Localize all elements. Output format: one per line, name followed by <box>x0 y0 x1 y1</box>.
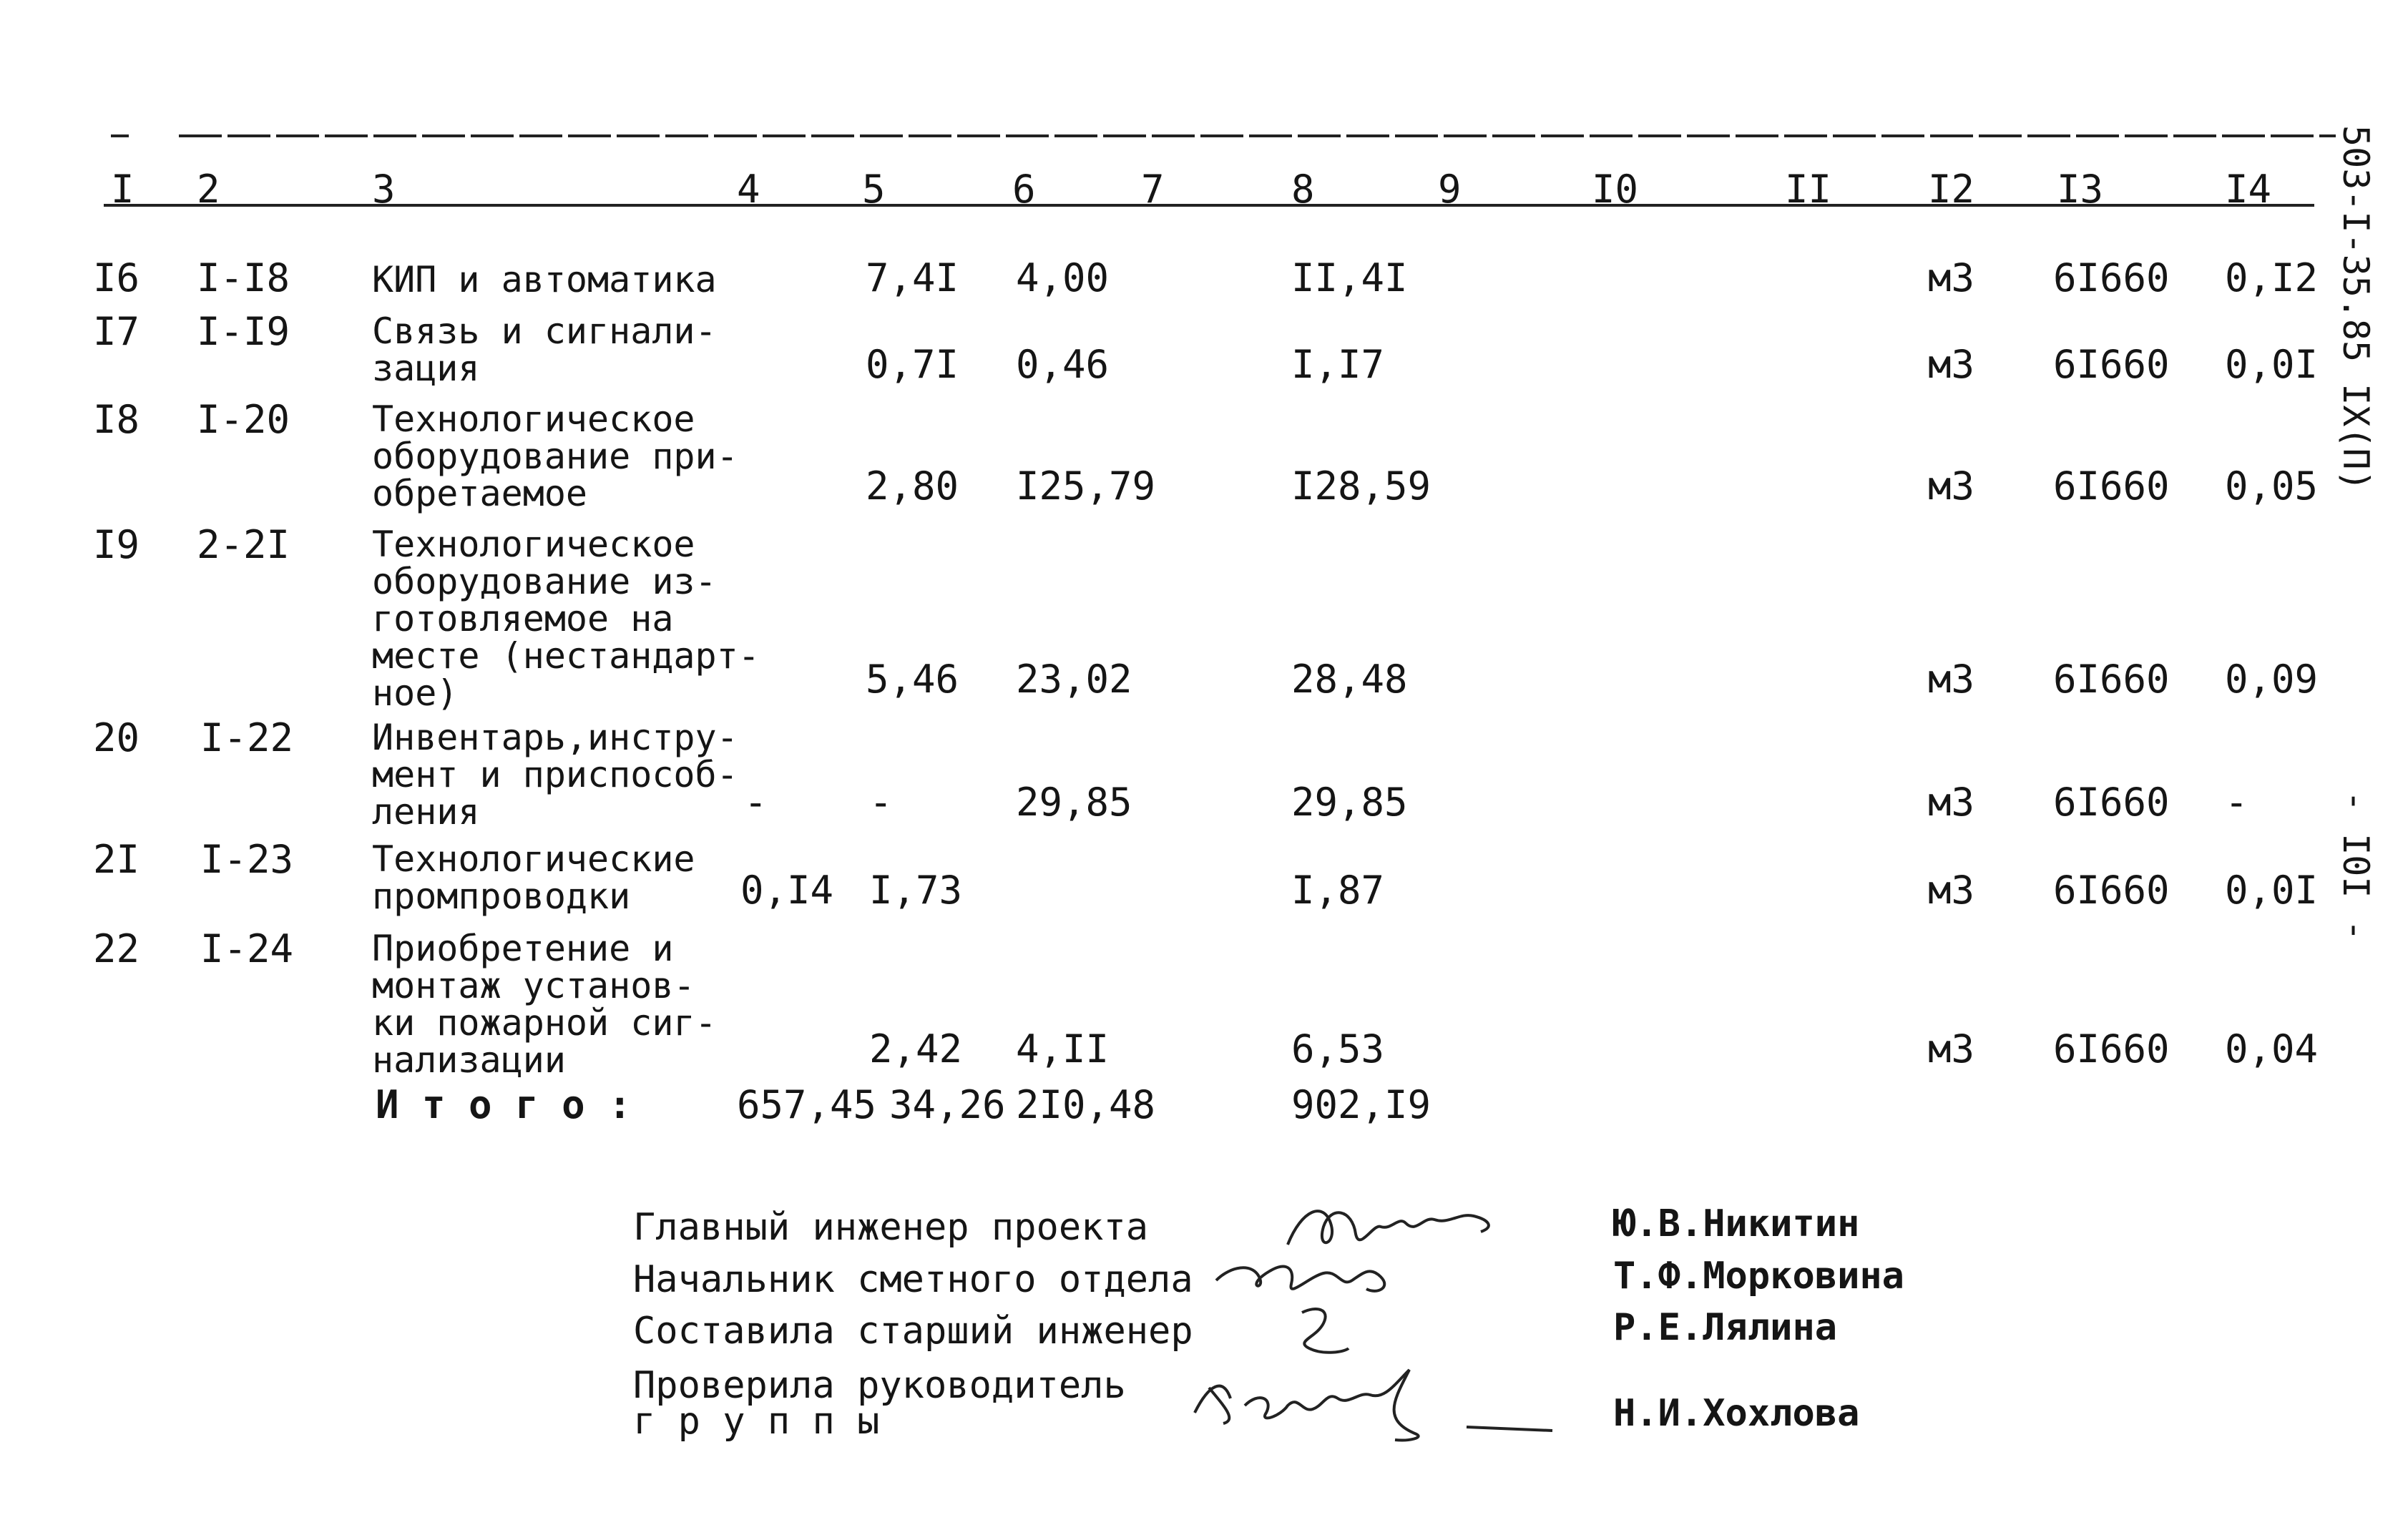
row-name: Инвентарь,инстру- мент и приспособ- ления <box>372 717 738 833</box>
page-number: - I0I - <box>2335 790 2377 941</box>
row-col6: I25,79 <box>1016 464 1156 509</box>
total-col4: 657,45 <box>737 1082 877 1127</box>
col-header-9: 9 <box>1438 167 1462 212</box>
col-header-2: 2 <box>197 167 220 212</box>
row-col5: 7,4I <box>866 255 959 300</box>
col-header-4: 4 <box>737 167 760 212</box>
row-code: I-I8 <box>197 255 290 300</box>
row-code: I-I9 <box>197 309 290 354</box>
row-col6: 4,II <box>1016 1026 1110 1072</box>
row-col13: 6I660 <box>2053 255 2170 300</box>
row-col8: 28,48 <box>1291 657 1408 702</box>
col-header-5: 5 <box>862 167 886 212</box>
row-number: I6 <box>93 255 140 300</box>
row-unit: м3 <box>1928 342 1975 387</box>
signature-role: Начальник сметного отдела <box>633 1258 1193 1301</box>
col-header-12: I2 <box>1928 167 1975 212</box>
row-number: 20 <box>93 715 140 760</box>
col-header-3: 3 <box>372 167 396 212</box>
signature-name: Н.И.Хохлова <box>1613 1392 1860 1435</box>
row-col14: - <box>2225 780 2248 825</box>
row-col5: 0,7I <box>866 342 959 387</box>
col-header-6: 6 <box>1012 167 1036 212</box>
signature-name: Р.Е.Лялина <box>1613 1306 1838 1349</box>
row-col14: 0,I2 <box>2225 255 2319 300</box>
total-label: И т о г о : <box>376 1082 632 1127</box>
row-col6: 0,46 <box>1016 342 1110 387</box>
row-code: I-23 <box>200 837 294 882</box>
row-col5: 5,46 <box>866 657 959 702</box>
col-header-10: I0 <box>1592 167 1639 212</box>
signature-role: Проверила руководитель г р у п п ы <box>633 1364 1126 1443</box>
row-col5: I,73 <box>869 868 963 913</box>
row-col8: I,I7 <box>1291 342 1385 387</box>
row-code: I-24 <box>200 926 294 971</box>
col-header-13: I3 <box>2057 167 2104 212</box>
handwritten-signature <box>1209 1245 1409 1302</box>
row-col13: 6I660 <box>2053 780 2170 825</box>
row-unit: м3 <box>1928 657 1975 702</box>
row-col13: 6I660 <box>2053 1026 2170 1072</box>
row-code: 2-2I <box>197 522 290 567</box>
row-col14: 0,04 <box>2225 1026 2319 1072</box>
row-col8: 29,85 <box>1291 780 1408 825</box>
col-header-11: II <box>1785 167 1832 212</box>
row-col5: 2,42 <box>869 1026 963 1072</box>
row-unit: м3 <box>1928 464 1975 509</box>
row-unit: м3 <box>1928 255 1975 300</box>
row-number: I8 <box>93 397 140 442</box>
total-col6: 2I0,48 <box>1016 1082 1156 1127</box>
row-col13: 6I660 <box>2053 464 2170 509</box>
row-col14: 0,0I <box>2225 868 2319 913</box>
row-col14: 0,05 <box>2225 464 2319 509</box>
row-col8: II,4I <box>1291 255 1408 300</box>
top-rule <box>0 0 2408 215</box>
total-col8: 902,I9 <box>1291 1082 1431 1127</box>
row-number: I9 <box>93 522 140 567</box>
signature-role: Главный инженер проекта <box>633 1206 1149 1249</box>
row-col13: 6I660 <box>2053 342 2170 387</box>
row-name: Связь и сигнали- зация <box>372 310 717 389</box>
col-header-8: 8 <box>1291 167 1315 212</box>
handwritten-signature <box>1180 1355 1581 1448</box>
row-code: I-20 <box>197 397 290 442</box>
row-unit: м3 <box>1928 1026 1975 1072</box>
row-col8: I,87 <box>1291 868 1385 913</box>
col-header-14: I4 <box>2225 167 2272 212</box>
row-col5: - <box>869 780 893 825</box>
row-col4: - <box>744 780 768 825</box>
row-name: Технологическое оборудование из- готовляемое на месте (нестандарт- ное) <box>372 524 760 714</box>
document-code: 503-I-35.85 IX(П) <box>2335 125 2377 491</box>
row-col6: 23,02 <box>1016 657 1132 702</box>
row-col14: 0,0I <box>2225 342 2319 387</box>
row-name: Приобретение и монтаж установ- ки пожарной сиг- нализации <box>372 928 717 1081</box>
signature-name: Ю.В.Никитин <box>1613 1202 1860 1245</box>
row-col6: 4,00 <box>1016 255 1110 300</box>
row-col5: 2,80 <box>866 464 959 509</box>
row-unit: м3 <box>1928 868 1975 913</box>
row-col6: 29,85 <box>1016 780 1132 825</box>
signature-name: Т.Ф.Морковина <box>1613 1255 1904 1298</box>
col-header-1: I <box>111 167 134 212</box>
row-code: I-22 <box>200 715 294 760</box>
row-number: 2I <box>93 837 140 882</box>
row-number: 22 <box>93 926 140 971</box>
row-col4: 0,I4 <box>740 868 834 913</box>
row-name: Технологическое оборудование при- обретаемое <box>372 398 738 514</box>
row-col14: 0,09 <box>2225 657 2319 702</box>
row-name: Технологические промпроводки <box>372 838 695 917</box>
row-col13: 6I660 <box>2053 657 2170 702</box>
row-col8: I28,59 <box>1291 464 1431 509</box>
row-number: I7 <box>93 309 140 354</box>
row-col8: 6,53 <box>1291 1026 1385 1072</box>
row-name: КИП и автоматика <box>372 259 717 300</box>
total-col5: 34,26 <box>889 1082 1006 1127</box>
signature-role: Составила старший инженер <box>633 1310 1193 1353</box>
row-unit: м3 <box>1928 780 1975 825</box>
row-col13: 6I660 <box>2053 868 2170 913</box>
col-header-7: 7 <box>1141 167 1165 212</box>
